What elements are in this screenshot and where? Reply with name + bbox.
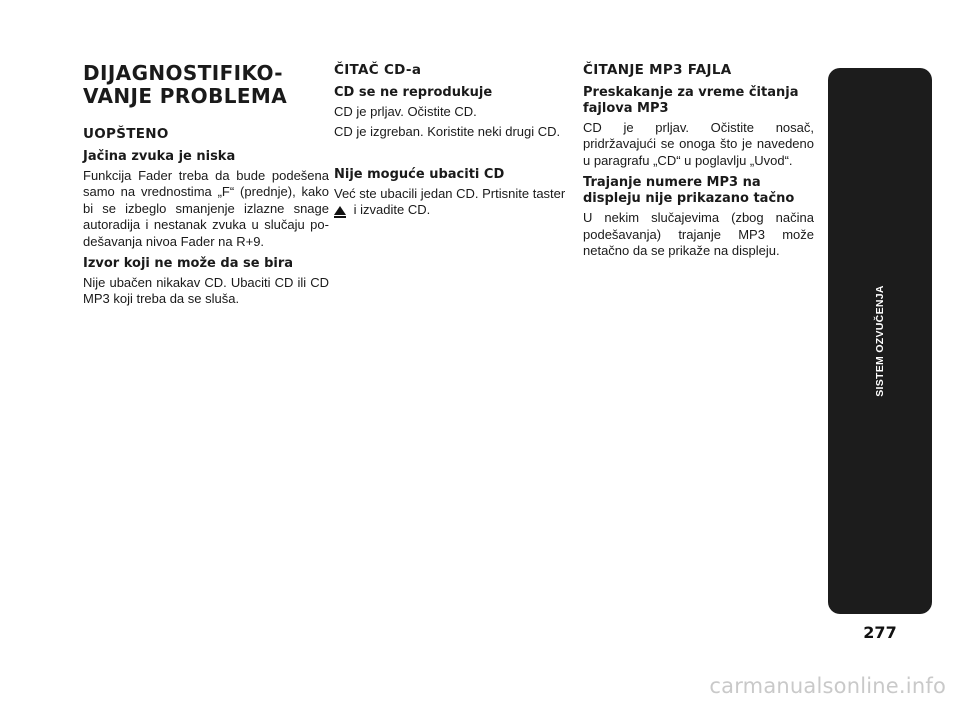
chapter-label: SISTEM OZVUČENJA <box>874 285 886 397</box>
subheading-mp3-skipping: Preskakanje za vreme čitanja fajlova MP3 <box>583 85 799 116</box>
subheading-mp3-duration: Trajanje numere MP3 na displeju nije prikazano tačno <box>583 175 795 207</box>
page-number: 277 <box>863 623 897 642</box>
section-heading-mp3: ČITANJE MP3 FAJLA <box>583 62 732 78</box>
paragraph-cd-scratched: CD je izgreban. Koristite neki drugi CD. <box>334 124 561 140</box>
column-diagnostics <box>83 62 329 312</box>
title-line-1: DIJAGNOSTIFIKO- <box>83 61 283 85</box>
subheading-cd-not-playing: CD se ne reprodukuje <box>334 85 493 100</box>
title-line-2: VANJE PROBLEMA <box>83 84 288 108</box>
watermark: carmanualsonline.info <box>709 674 946 698</box>
subheading-cannot-insert-cd: Nije moguće ubaciti CD <box>334 166 505 182</box>
paragraph-cannot-insert-cd-part2: i izvadite CD. <box>353 202 431 218</box>
paragraph-source-not-selectable: Nije ubačen nikakav CD. Ubaciti CD ili CD MP3 koji treba da se sluša. <box>83 275 329 307</box>
paragraph-mp3-duration: U nekim slučajevima (zbog načina podešavanja) trajanje MP3 može netačno da se prikaže na displeju. <box>583 210 814 259</box>
column-cd-reader <box>334 62 570 223</box>
paragraph-cd-dirty: CD je prljav. Očistite CD. <box>334 104 477 119</box>
subheading-low-volume: Jačina zvuka je niska <box>83 149 236 164</box>
paragraph-cannot-insert-cd-part1: Već ste ubacili jedan CD. Prtisnite taster <box>334 185 566 201</box>
section-heading-cd-reader: ČITAČ CD-a <box>334 62 422 78</box>
page-title <box>83 62 329 108</box>
section-heading-general: UOPŠTENO <box>83 126 169 142</box>
eject-icon <box>334 206 346 215</box>
paragraph-mp3-skipping: CD je prljav. Očistite nosač, pridržavajući se onoga što je navedeno u paragrafu „CD“ u poglavlju „Uvod“. <box>583 120 814 168</box>
chapter-side-tab <box>828 68 932 614</box>
column-mp3-reading <box>583 62 814 263</box>
paragraph-low-volume: Funkcija Fader treba da bude podešena samo na vrednostima „F“ (prednje), kako bi se izbeglo smanjenje izlazne snage autoradija i nestanak zvuka u slučaju podešavanja nivoa Fader na R+9. <box>83 168 329 249</box>
paragraph-cannot-insert-cd <box>334 186 570 219</box>
subheading-source-not-selectable: Izvor koji ne može da se bira <box>83 256 294 272</box>
